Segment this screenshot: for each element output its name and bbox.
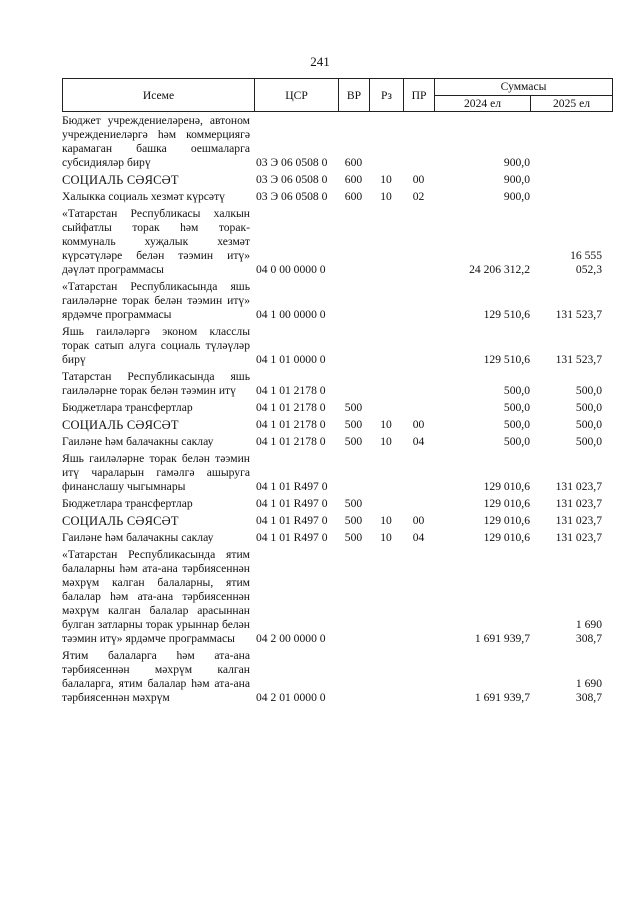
row-pr: 02	[412, 190, 425, 203]
row-csr: 03 Э 06 0508 0	[256, 156, 328, 169]
table-row	[62, 418, 622, 432]
row-name: Гаиләне һәм балачакны саклау	[62, 435, 214, 448]
row-2025-value: 131 523,7	[555, 353, 602, 366]
row-vr: 500	[344, 435, 363, 448]
row-2024: 500,0	[503, 384, 530, 397]
table-row	[62, 531, 622, 545]
row-pr: 00	[412, 418, 425, 431]
row-csr: 04 1 01 R497 0	[256, 531, 328, 544]
row-csr: 03 Э 06 0508 0	[256, 190, 328, 203]
row-csr: 03 Э 06 0508 0	[256, 173, 328, 186]
table-row	[62, 401, 622, 415]
row-rz: 10	[380, 435, 392, 448]
row-rz: 10	[380, 418, 392, 431]
row-2024: 1 691 939,7	[474, 632, 530, 645]
row-csr: 04 2 01 0000 0	[256, 691, 326, 704]
row-2025	[530, 618, 602, 646]
row-2025	[530, 418, 602, 432]
row-vr: 600	[344, 173, 363, 186]
header-rz: Рз	[370, 79, 404, 112]
row-vr: 500	[344, 531, 363, 544]
row-2025-value: 131 023,7	[555, 480, 602, 493]
row-2024: 500,0	[503, 401, 530, 414]
table-body	[62, 114, 622, 708]
table-header	[62, 78, 613, 112]
table-row	[62, 370, 622, 398]
row-2025	[530, 353, 602, 367]
row-2024: 129 010,6	[483, 480, 530, 493]
table-row	[62, 190, 622, 204]
table-row	[62, 325, 622, 367]
row-rz: 10	[380, 190, 392, 203]
row-vr: 500	[344, 497, 363, 510]
row-2024: 500,0	[503, 418, 530, 431]
row-name: СОЦИАЛЬ СӘЯСӘТ	[62, 173, 179, 187]
row-name: «Татарстан Республикасы халкын сыйфатлы торак һәм торак-коммуналь хуҗалык хезмәт күрсәтүләре белән тәэмин итү» дәүләт программасы	[62, 207, 250, 276]
row-csr: 04 1 01 2178 0	[256, 418, 326, 431]
table-row	[62, 548, 622, 646]
row-2025-value: 1 690 308,7	[575, 677, 602, 704]
table-row	[62, 114, 622, 170]
row-name: Халыкка социаль хезмәт күрсәтү	[62, 190, 225, 203]
row-csr: 04 1 01 2178 0	[256, 384, 326, 397]
row-csr: 04 2 00 0000 0	[256, 632, 326, 645]
row-2025	[530, 308, 602, 322]
row-pr: 04	[412, 435, 425, 448]
row-2025	[530, 497, 602, 511]
row-2025	[530, 249, 602, 277]
row-2024: 24 206 312,2	[469, 263, 530, 276]
row-vr: 500	[344, 401, 363, 414]
header-pr: ПР	[404, 79, 435, 112]
row-name: «Татарстан Республикасында яшь гаиләләрне торак белән тәэмин итү» ярдәмче программасы	[62, 280, 250, 321]
row-2025	[530, 531, 602, 545]
row-2025-value: 131 023,7	[555, 531, 602, 544]
row-csr: 04 1 01 R497 0	[256, 497, 328, 510]
row-2024: 129 010,6	[483, 531, 530, 544]
row-csr: 04 1 01 R497 0	[256, 480, 328, 493]
row-rz: 10	[380, 514, 392, 527]
row-csr: 04 1 01 2178 0	[256, 435, 326, 448]
row-2024: 129 510,6	[483, 353, 530, 366]
table-row	[62, 649, 622, 705]
row-csr: 04 1 01 2178 0	[256, 401, 326, 414]
row-2025-value: 16 555 052,3	[570, 249, 602, 276]
row-rz: 10	[380, 531, 392, 544]
header-vr: ВР	[339, 79, 370, 112]
row-2024: 1 691 939,7	[474, 691, 530, 704]
table-row	[62, 173, 622, 187]
row-csr: 04 0 00 0000 0	[256, 263, 326, 276]
row-2024: 129 010,6	[483, 514, 530, 527]
row-name: Бюджетлара трансфертлар	[62, 401, 193, 414]
row-2025	[530, 173, 602, 187]
row-2024: 129 010,6	[483, 497, 530, 510]
row-2025	[530, 677, 602, 705]
row-vr: 600	[344, 156, 363, 169]
table-row	[62, 280, 622, 322]
row-2025	[530, 435, 602, 449]
row-name: Яшь гаиләләрне торак белән тәэмин итү чараларын гамәлгә ашыруга финанслашу чыгымнары	[62, 452, 250, 493]
row-2025-value: 500,0	[575, 418, 602, 431]
page-number: 241	[310, 54, 330, 69]
row-csr: 04 1 01 0000 0	[256, 353, 326, 366]
row-2025-value: 131 523,7	[555, 308, 602, 321]
row-vr: 500	[344, 418, 363, 431]
row-2025	[530, 384, 602, 398]
row-2024: 900,0	[503, 190, 530, 203]
row-2024: 129 510,6	[483, 308, 530, 321]
row-2025	[530, 480, 602, 494]
header-csr: ЦСР	[255, 79, 339, 112]
row-pr: 00	[412, 173, 425, 186]
row-2025-value: 500,0	[575, 435, 602, 448]
row-name: Бюджетлара трансфертлар	[62, 497, 193, 510]
header-2024: 2024 ел	[435, 95, 531, 112]
row-2025-value: 1 690 308,7	[575, 618, 602, 645]
table-row	[62, 435, 622, 449]
row-2025-value: 131 023,7	[555, 497, 602, 510]
row-csr: 04 1 00 0000 0	[256, 308, 326, 321]
row-2025	[530, 401, 602, 415]
row-rz: 10	[380, 173, 392, 186]
row-csr: 04 1 01 R497 0	[256, 514, 328, 527]
row-pr: 00	[412, 514, 425, 527]
row-name: Бюджет учреждениеләренә, автоном учреждениеләргә һәм коммерциягә карамаган башка оешмаларга субсидияләр бирү	[62, 114, 250, 169]
table-row	[62, 207, 622, 277]
row-2025	[530, 514, 602, 528]
header-sums: Суммасы	[435, 79, 613, 96]
table-row	[62, 514, 622, 528]
row-vr: 500	[344, 514, 363, 527]
header-name: Исеме	[63, 79, 255, 112]
row-name: Яшь гаиләләргә эконом класслы торак сатып алуга социаль түләүләр бирү	[62, 325, 250, 366]
row-2025-value: 500,0	[575, 384, 602, 397]
row-2024: 900,0	[503, 173, 530, 186]
table-row	[62, 452, 622, 494]
header-2025: 2025 ел	[531, 95, 613, 112]
row-name: «Татарстан Республикасында ятим балаларны һәм ата-ана тәрбиясеннән мәхрүм калган балаларны, ятим балалар һәм ата-ана тәрбиясеннән мәхрүм калган балалар арасыннан булган затларны торак урыннар белән тәэмин итү» ярдәмче программасы	[62, 548, 250, 645]
row-2024: 500,0	[503, 435, 530, 448]
row-name: Ятим балаларга һәм ата-ана тәрбиясеннән мәхрүм калган балаларга, ятим балалар һәм ата-ана тәрбиясеннән мәхрүм	[62, 649, 250, 704]
row-2025-value: 500,0	[575, 401, 602, 414]
row-name: Татарстан Республикасында яшь гаиләләрне торак белән тәэмин итү	[62, 370, 250, 397]
row-2025-value: 131 023,7	[555, 514, 602, 527]
row-name: Гаиләне һәм балачакны саклау	[62, 531, 214, 544]
table-row	[62, 497, 622, 511]
row-name: СОЦИАЛЬ СӘЯСӘТ	[62, 514, 179, 528]
row-2024: 900,0	[503, 156, 530, 169]
row-2025	[530, 190, 602, 204]
row-vr: 600	[344, 190, 363, 203]
row-pr: 04	[412, 531, 425, 544]
row-name: СОЦИАЛЬ СӘЯСӘТ	[62, 418, 179, 432]
row-2025	[530, 156, 602, 170]
